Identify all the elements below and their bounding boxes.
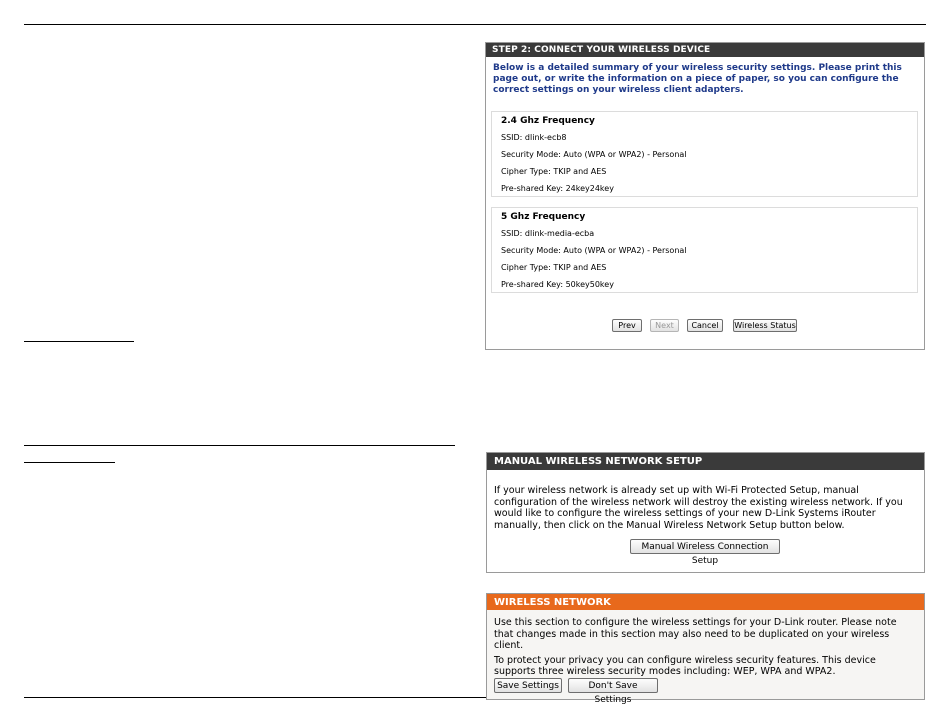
save-settings-button[interactable]: Save Settings bbox=[494, 678, 562, 693]
band24-box bbox=[491, 111, 918, 197]
step2-intro: Below is a detailed summary of your wireless security settings. Please print this page out, or write the information on a piece of paper, so you can configure the correct settings on your wireless client adapters. bbox=[493, 63, 902, 95]
band5-title: 5 Ghz Frequency bbox=[501, 212, 586, 222]
prev-button[interactable]: Prev bbox=[612, 319, 642, 332]
band5-ssid: SSID: dlink-media-ecba bbox=[501, 229, 595, 238]
top-rule bbox=[24, 24, 926, 25]
step2-header: STEP 2: CONNECT YOUR WIRELESS DEVICE bbox=[486, 43, 924, 57]
step2-panel bbox=[485, 42, 925, 350]
dont-save-settings-button[interactable]: Don't Save Settings bbox=[568, 678, 658, 693]
band5-box bbox=[491, 207, 918, 293]
band5-cipher: Cipher Type: TKIP and AES bbox=[501, 263, 607, 272]
wireless-network-para2: To protect your privacy you can configure wireless security features. This device supports three wireless security modes including: WEP, WPA and WPA2. bbox=[494, 654, 876, 677]
bottom-rule bbox=[24, 697, 486, 698]
band5-security: Security Mode: Auto (WPA or WPA2) - Personal bbox=[501, 246, 687, 255]
left-rule-short bbox=[24, 341, 134, 342]
manual-setup-header: MANUAL WIRELESS NETWORK SETUP bbox=[487, 453, 924, 470]
left-rule-long bbox=[24, 445, 455, 446]
band24-ssid: SSID: dlink-ecb8 bbox=[501, 133, 567, 142]
wireless-network-para1: Use this section to configure the wireless settings for your D-Link router. Please note that changes made in this section may also need to be duplicated on your wireless client. bbox=[494, 617, 897, 651]
band24-security: Security Mode: Auto (WPA or WPA2) - Personal bbox=[501, 150, 687, 159]
band5-key: Pre-shared Key: 50key50key bbox=[501, 280, 614, 289]
next-button[interactable]: Next bbox=[650, 319, 679, 332]
wireless-status-button[interactable]: Wireless Status bbox=[734, 321, 796, 330]
band24-key: Pre-shared Key: 24key24key bbox=[501, 184, 614, 193]
band24-title: 2.4 Ghz Frequency bbox=[501, 116, 595, 126]
left-rule-mid bbox=[24, 462, 115, 463]
manual-setup-text: If your wireless network is already set up with Wi-Fi Protected Setup, manual configuration of the wireless network will destroy the existing wireless network. If you would like to configure the wireless settings of your new D-Link Systems iRouter manually, then click on the Manual Wireless Network Setup button below. bbox=[494, 485, 903, 531]
band24-cipher: Cipher Type: TKIP and AES bbox=[501, 167, 607, 176]
manual-setup-panel bbox=[486, 452, 925, 573]
cancel-button[interactable]: Cancel bbox=[687, 319, 723, 332]
wireless-network-panel bbox=[486, 593, 925, 705]
wireless-network-header: WIRELESS NETWORK bbox=[487, 594, 924, 610]
manual-connection-setup-button[interactable]: Manual Wireless Connection Setup bbox=[630, 539, 780, 554]
